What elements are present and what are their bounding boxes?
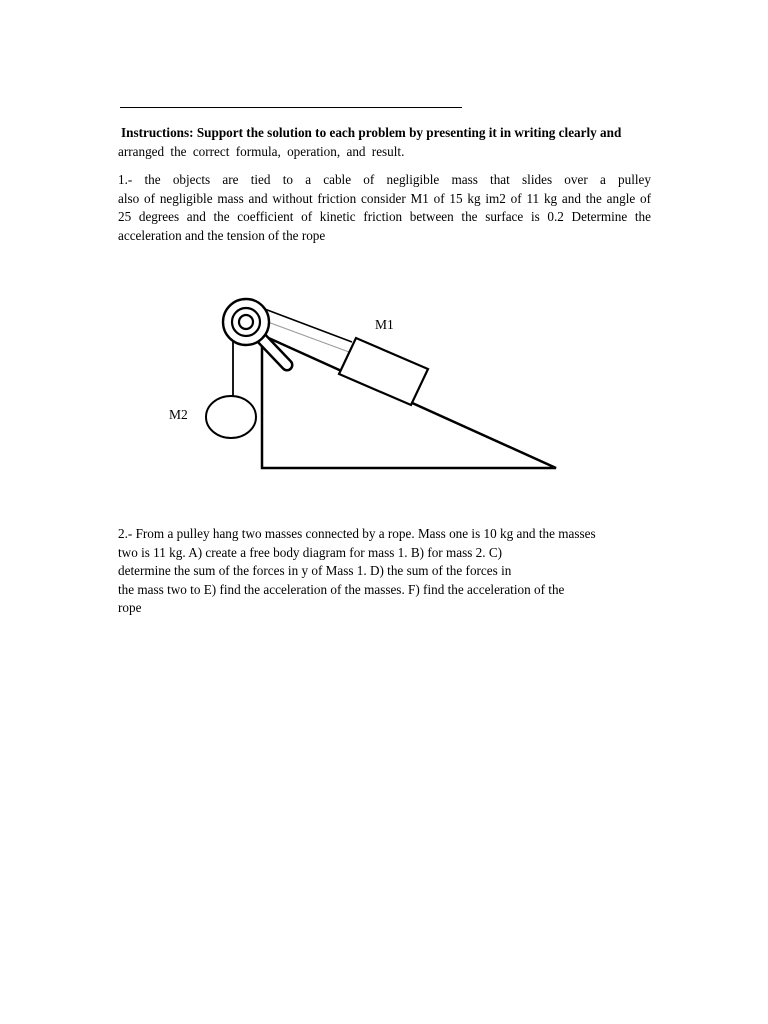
problem-2-text [118,525,651,618]
pulley-bracket [246,322,287,365]
incline-ramp [262,335,556,468]
problem-1-line: 25 degrees and the coefficient of kinetic friction between the surface is 0.2 Determine the [118,209,651,224]
problem-2-line: rope [118,600,142,615]
pulley-wheel-inner [232,308,260,336]
pulley-wheel-outer [223,299,269,345]
problem-1-text [118,171,651,245]
block-m1 [339,338,428,405]
instructions-plain-text: arranged the correct formula, operation, and result. [118,143,405,159]
problem-1-line: 1.- the objects are tied to a cable of negligible mass that slides over a pulley [118,172,651,187]
problem-2-line: two is 11 kg. A) create a free body diagram for mass 1. B) for mass 2. C) [118,544,503,560]
pulley-axle [239,315,253,329]
pulley-bracket [246,322,287,365]
problem-2-line: 2.- From a pulley hang two masses connected by a rope. Mass one is 10 kg and the masses [118,526,596,541]
problem-1-line: also of negligible mass and without friction consider M1 of 15 kg im2 of 11 kg and the angle of [118,190,651,206]
problem-2-line: the mass two to E) find the acceleration of the masses. F) find the acceleration of the [118,581,565,597]
name-blank-line [120,107,462,108]
instructions-paragraph [118,124,651,161]
instructions-bold-text: Instructions: Support the solution to each problem by presenting it in writing clearly and [121,125,622,140]
problem-1-line: acceleration and the tension of the rope [118,227,326,243]
rope-to-m1 [262,308,352,342]
label-m2: M2 [169,407,188,422]
problem-2-line: determine the sum of the forces in y of Mass 1. D) the sum of the forces in [118,563,512,578]
mass-m2 [206,396,256,438]
label-m1: M1 [375,317,394,332]
rope-to-m1 [257,318,349,352]
